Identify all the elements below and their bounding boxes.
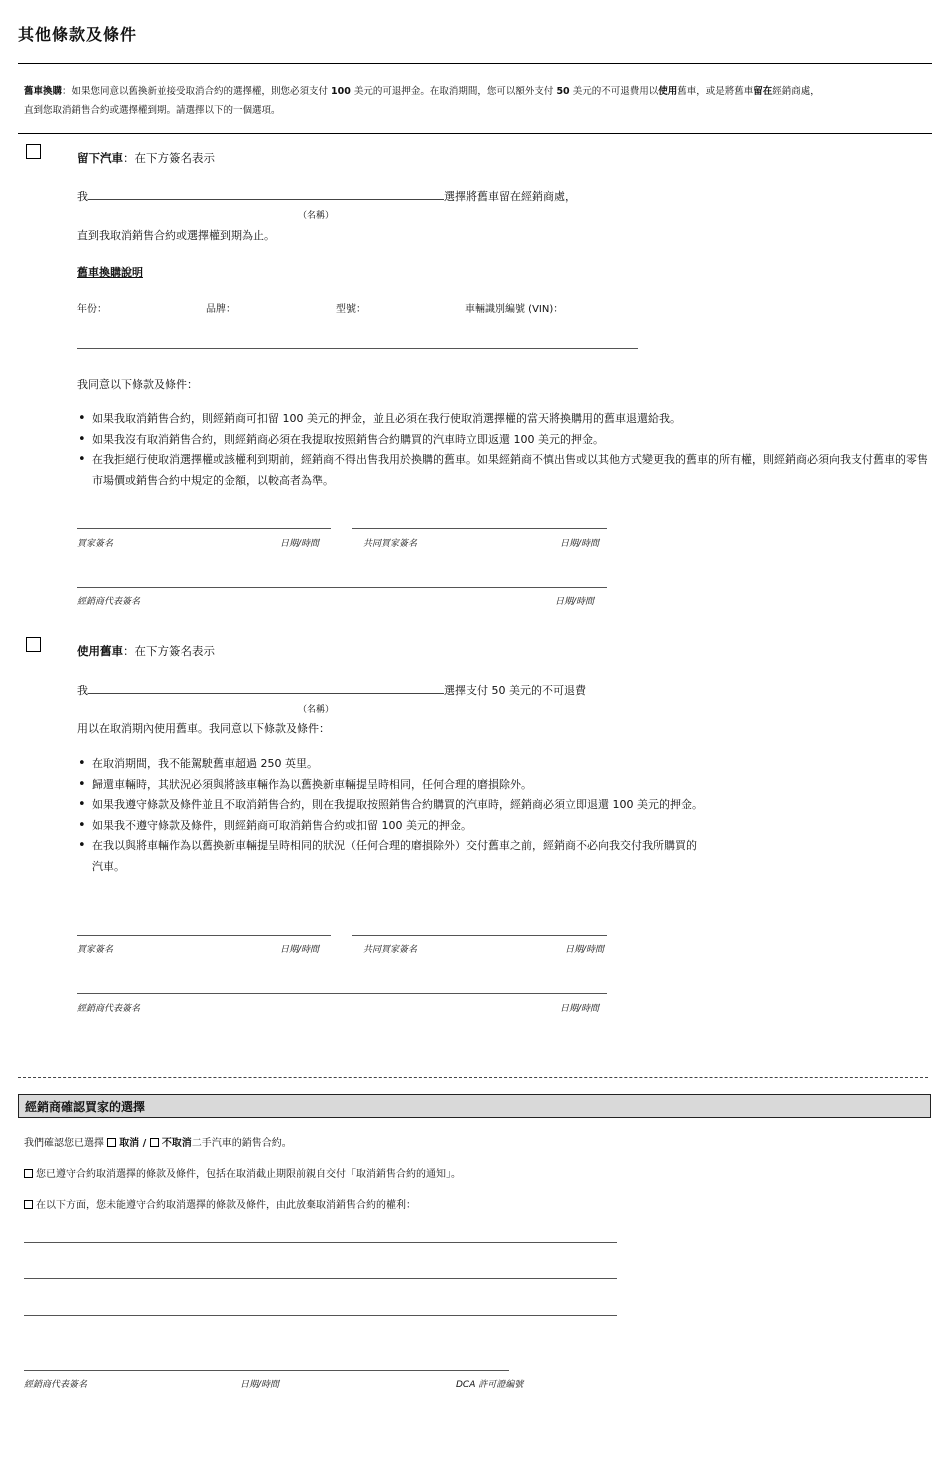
trade-desc-heading: 舊車換購說明 [77,266,143,279]
divider [18,133,932,134]
reason-line[interactable] [24,1278,617,1279]
divider [18,63,932,64]
list-item: • 如果我沒有取消銷售合約，則經銷商必須在我提取按照銷售合約購買的汽車時立即返還 100 美元的押金。 [92,430,934,451]
keep-car-checkbox[interactable] [26,144,41,159]
confirm-line-3: 在以下方面，您未能遵守合約取消選擇的條款及條件，由此放棄取消銷售合約的權利： [24,1196,416,1211]
list-item: • 在我以與將車輛作為以舊換新車輛提呈時相同的狀況（任何合理的磨損除外）交付舊車之前，經銷商不必向我交付我所購買的汽車。 [92,836,707,877]
date-label: 日期/時間 [555,597,595,607]
confirm-line-2: 您已遵守合約取消選擇的條款及條件，包括在取消截止期限前親自交付「取消銷售合約的通知」。 [24,1165,461,1180]
date-label: 日期/時間 [560,1004,600,1014]
dealer-signature-line[interactable] [77,587,607,588]
list-item: • 在我拒絕行使取消選擇權或該權利到期前，經銷商不得出售我用於換購的舊車。如果經銷商不慎出售或以其他方式變更我的舊車的所有權，則經銷商必須向我支付舊車的零售市場價或銷售合約中規定的金額，以較高者為準。 [92,450,934,491]
name-caption: （名稱） [298,705,335,715]
field-model: 型號： [336,304,366,315]
cobuyer-signature-label: 共同買家簽名 [363,945,418,955]
intro-paragraph: 舊車換購：如果您同意以舊換新並接受取消合約的選擇權，則您必須支付 100 美元的可退押金。在取消期間，您可以額外支付 50 美元的不可退費用以使用舊車，或是將舊車留在經銷商處， 直到您取消銷售合約或選擇權到期。請選擇以下的一個選項。 [24,86,820,116]
reason-line[interactable] [24,1242,617,1243]
list-item: • 歸還車輛時，其狀況必須與將該車輛作為以舊換新車輛提呈時相同，任何合理的磨損除外。 [92,775,707,796]
list-item: • 如果我遵守條款及條件並且不取消銷售合約，則在我提取按照銷售合約購買的汽車時，經銷商必須立即退還 100 美元的押金。 [92,795,707,816]
cobuyer-signature-line[interactable] [352,935,607,936]
vehicle-info-line[interactable] [77,348,638,349]
buyer-signature-label: 買家簽名 [77,945,114,955]
use-car-checkbox[interactable] [26,637,41,652]
date-label: 日期/時間 [240,1380,280,1390]
dca-license-label: DCA 許可證編號 [456,1380,524,1390]
page-title: 其他條款及條件 [18,25,138,44]
cut-line [18,1077,928,1078]
buyer-signature-line[interactable] [77,935,331,936]
name-caption: （名稱） [298,211,335,221]
buyer-signature-line[interactable] [77,528,331,529]
dealer-signature-line[interactable] [77,993,607,994]
dealer-signature-label: 經銷商代表簽名 [24,1380,88,1390]
until-text: 直到我取消銷售合約或選擇權到期為止。 [77,229,275,242]
use-car-name-line: 我 選擇支付 50 美元的不可退費 [77,684,586,697]
cobuyer-signature-line[interactable] [352,528,607,529]
date-label: 日期/時間 [280,945,320,955]
date-label: 日期/時間 [560,539,600,549]
list-item: • 如果我取消銷售合約，則經銷商可扣留 100 美元的押金，並且必須在我行使取消選擇權的當天將換購用的舊車退還給我。 [92,409,934,430]
reason-line[interactable] [24,1315,617,1316]
buyer-signature-label: 買家簽名 [77,539,114,549]
dealer-signature-label: 經銷商代表簽名 [77,597,141,607]
dealer-signature-label: 經銷商代表簽名 [77,1004,141,1014]
not-cancel-checkbox[interactable] [150,1138,159,1147]
list-item: • 在取消期間，我不能駕駛舊車超過 250 英里。 [92,754,707,775]
field-year: 年份： [77,304,107,315]
use-text: 用以在取消期內使用舊車。我同意以下條款及條件： [77,722,330,735]
intro-lead: 舊車換購 [24,86,63,97]
agree-text: 我同意以下條款及條件： [77,378,198,391]
name-input-line[interactable] [88,199,444,200]
keep-car-name-line: 我 選擇將舊車留在經銷商處， [77,190,576,203]
use-car-heading: 使用舊車：在下方簽名表示 [77,644,215,658]
keep-car-terms [78,409,934,491]
confirm-signature-line[interactable] [24,1370,509,1371]
field-make: 品牌： [206,304,236,315]
confirm-line-1: 我們確認您已選擇 取消 / 不取消二手汽車的銷售合約。 [24,1138,292,1149]
date-label: 日期/時間 [280,539,320,549]
cobuyer-signature-label: 共同買家簽名 [363,539,418,549]
keep-car-heading: 留下汽車：在下方簽名表示 [77,151,215,165]
list-item: • 如果我不遵守條款及條件，則經銷商可取消銷售合約或扣留 100 美元的押金。 [92,816,707,837]
field-vin: 車輛識別編號 (VIN)： [465,304,564,315]
complied-checkbox[interactable] [24,1169,33,1178]
name-input-line[interactable] [88,693,444,694]
cancel-checkbox[interactable] [107,1138,116,1147]
use-car-terms [78,754,707,877]
confirm-heading: 經銷商確認買家的選擇 [18,1094,931,1118]
not-complied-checkbox[interactable] [24,1200,33,1209]
date-label: 日期/時間 [565,945,605,955]
